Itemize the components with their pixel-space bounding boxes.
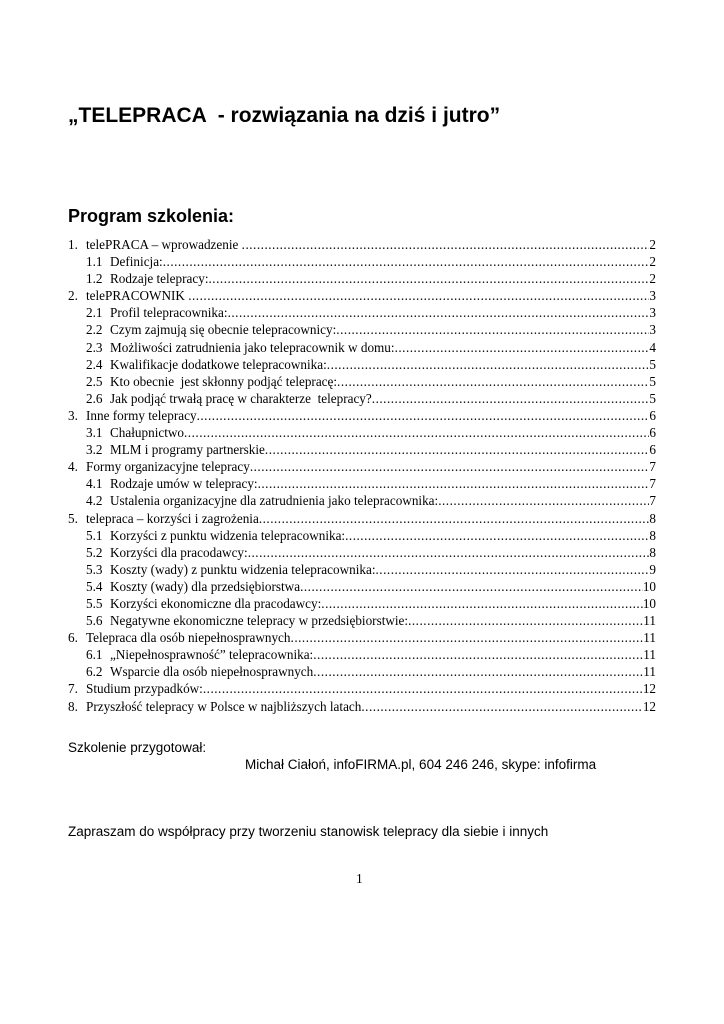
toc-entry: [68, 373, 656, 390]
toc-entry-number: 7.: [68, 681, 78, 697]
toc-entry-title: Inne formy telepracy: [86, 407, 197, 423]
toc-dot-leader: [258, 475, 650, 492]
toc-entry-number: 5.3: [86, 561, 103, 577]
toc-entry-title: Chałupnictwo: [110, 425, 184, 441]
table-of-contents: [68, 236, 656, 715]
toc-dot-leader: [438, 492, 649, 509]
toc-entry-number: 2.6: [86, 390, 103, 406]
toc-entry-number: 4.: [68, 459, 78, 475]
toc-entry-number: 2.5: [86, 373, 103, 389]
toc-dot-leader: [321, 595, 643, 612]
toc-dot-leader: [327, 356, 650, 373]
toc-entry: [68, 561, 656, 578]
toc-entry-page: 11: [643, 664, 656, 680]
toc-entry-page: 12: [642, 681, 656, 697]
toc-entry-title: Czym zajmują się obecnie telepracownicy:: [110, 322, 337, 338]
toc-entry-number: 2.4: [86, 356, 103, 372]
toc-entry: [68, 680, 656, 697]
toc-entry-title: Telepraca dla osób niepełnosprawnych: [86, 630, 291, 646]
document-title: „TELEPRACA - rozwiązania na dziś i jutro”: [68, 104, 501, 127]
toc-entry: [68, 544, 656, 561]
toc-entry-page: 3: [649, 322, 656, 338]
invitation-text: Zapraszam do współpracy przy tworzeniu stanowisk telepracy dla siebie i innych: [68, 824, 549, 839]
toc-entry: [68, 698, 656, 715]
toc-entry-title: Profil telepracownika:: [110, 305, 228, 321]
toc-entry: [68, 441, 656, 458]
toc-entry-page: 7: [649, 459, 656, 475]
toc-dot-leader: [395, 339, 650, 356]
toc-dot-leader: [265, 441, 649, 458]
toc-entry: [68, 578, 656, 595]
toc-entry: [68, 287, 656, 304]
toc-dot-leader: [408, 612, 643, 629]
toc-entry-number: 8.: [68, 698, 78, 714]
toc-entry-page: 8: [649, 544, 656, 560]
toc-dot-leader: [242, 236, 650, 253]
toc-entry-title: Ustalenia organizacyjne dla zatrudnienia jako telepracownika:: [110, 493, 439, 509]
toc-dot-leader: [248, 544, 650, 561]
toc-entry-number: 5.2: [86, 544, 103, 560]
toc-entry-page: 12: [642, 698, 656, 714]
toc-entry-title: Kwalifikacje dodatkowe telepracownika:: [110, 356, 327, 372]
toc-entry-page: 6: [649, 442, 656, 458]
toc-entry: [68, 321, 656, 338]
toc-entry-number: 5.6: [86, 613, 103, 629]
toc-entry-page: 3: [649, 305, 656, 321]
author-contact: Michał Ciałoń, infoFIRMA.pl, 604 246 246, skype: infofirma: [245, 757, 597, 772]
author-label: Szkolenie przygotował:: [68, 740, 207, 755]
toc-entry-number: 3.: [68, 407, 78, 423]
toc-dot-leader: [259, 510, 650, 527]
toc-entry-page: 3: [649, 288, 656, 304]
program-heading: Program szkolenia:: [68, 206, 235, 226]
toc-entry-number: 6.: [68, 630, 78, 646]
toc-entry-page: 10: [642, 595, 656, 611]
toc-entry-page: 8: [649, 527, 656, 543]
toc-entry-title: Możliwości zatrudnienia jako telepracownik w domu:: [110, 339, 395, 355]
toc-dot-leader: [197, 407, 650, 424]
toc-entry: [68, 390, 656, 407]
toc-entry-title: Rodzaje telepracy:: [110, 271, 209, 287]
toc-entry-page: 5: [649, 373, 656, 389]
toc-entry-title: Korzyści ekonomiczne dla pracodawcy:: [110, 595, 322, 611]
toc-entry-page: 4: [649, 339, 656, 355]
toc-dot-leader: [313, 646, 643, 663]
toc-entry-title: Kto obecnie jest skłonny podjąć telepracę:: [110, 373, 338, 389]
toc-dot-leader: [345, 527, 649, 544]
toc-dot-leader: [336, 321, 649, 338]
toc-entry-page: 11: [643, 613, 656, 629]
toc-entry-number: 2.: [68, 288, 78, 304]
toc-dot-leader: [361, 698, 642, 715]
toc-entry-page: 11: [643, 647, 656, 663]
toc-entry-page: 6: [649, 425, 656, 441]
toc-entry-number: 3.2: [86, 442, 103, 458]
toc-entry-page: 7: [649, 476, 656, 492]
toc-entry-title: Negatywne ekonomiczne telepracy w przedsiębiorstwie:: [110, 613, 409, 629]
toc-entry-page: 9: [649, 561, 656, 577]
toc-entry: [68, 236, 656, 253]
toc-entry-number: 1.: [68, 237, 78, 252]
toc-dot-leader: [300, 578, 643, 595]
toc-dot-leader: [203, 680, 643, 697]
toc-entry-title: Korzyści z punktu widzenia telepracownika:: [110, 527, 346, 543]
toc-entry: [68, 646, 656, 663]
toc-entry: [68, 304, 656, 321]
toc-entry-number: 3.1: [86, 425, 103, 441]
toc-entry: [68, 510, 656, 527]
toc-dot-leader: [313, 663, 643, 680]
toc-entry: [68, 475, 656, 492]
toc-entry-title: Koszty (wady) dla przedsiębiorstwa: [110, 578, 301, 594]
toc-entry-title: Korzyści dla pracodawcy:: [110, 544, 248, 560]
toc-entry-number: 1.1: [86, 254, 103, 270]
toc-entry: [68, 339, 656, 356]
toc-entry-title: Wsparcie dla osób niepełnosprawnych: [110, 664, 314, 680]
toc-entry-title: Przyszłość telepracy w Polsce w najbliższych latach: [86, 698, 362, 714]
toc-entry-page: 5: [649, 356, 656, 372]
toc-entry-number: 6.2: [86, 664, 103, 680]
toc-entry-title: Formy organizacyjne telepracy: [86, 459, 250, 475]
toc-entry-number: 2.1: [86, 305, 103, 321]
toc-entry-title: MLM i programy partnerskie: [110, 442, 265, 458]
toc-entry: [68, 424, 656, 441]
toc-entry: [68, 356, 656, 373]
toc-entry-number: 1.2: [86, 271, 103, 287]
toc-entry-page: 6: [649, 407, 656, 423]
toc-entry: [68, 527, 656, 544]
toc-entry-page: 2: [649, 254, 656, 270]
toc-entry-title: Definicja:: [110, 254, 163, 270]
toc-entry-title: Koszty (wady) z punktu widzenia telepracownika:: [110, 561, 376, 577]
toc-entry-page: 2: [649, 271, 656, 287]
toc-entry: [68, 270, 656, 287]
toc-entry-number: 5.: [68, 510, 78, 526]
toc-entry: [68, 458, 656, 475]
toc-entry: [68, 407, 656, 424]
toc-dot-leader: [163, 253, 650, 270]
toc-entry: [68, 595, 656, 612]
toc-entry-title: Studium przypadków:: [86, 681, 203, 697]
toc-entry: [68, 612, 656, 629]
toc-entry-number: 2.2: [86, 322, 103, 338]
toc-dot-leader: [184, 424, 649, 441]
toc-dot-leader: [250, 458, 650, 475]
toc-entry-number: 4.1: [86, 476, 103, 492]
toc-entry-title: Rodzaje umów w telepracy:: [110, 476, 258, 492]
toc-entry-title: Jak podjąć trwałą pracę w charakterze telepracy?: [110, 390, 372, 406]
toc-entry-page: 2: [649, 237, 656, 252]
toc-dot-leader: [372, 390, 650, 407]
toc-entry-title: „Niepełnosprawność” telepracownika:: [110, 647, 314, 663]
toc-entry: [68, 663, 656, 680]
toc-entry-number: 5.1: [86, 527, 103, 543]
toc-dot-leader: [209, 270, 650, 287]
toc-entry-number: 2.3: [86, 339, 103, 355]
toc-entry-number: 6.1: [86, 647, 103, 663]
toc-entry-number: 5.5: [86, 595, 103, 611]
toc-dot-leader: [337, 373, 649, 390]
page-number: 1: [356, 871, 363, 886]
toc-dot-leader: [188, 287, 649, 304]
toc-dot-leader: [228, 304, 650, 321]
toc-dot-leader: [376, 561, 650, 578]
toc-entry-page: 8: [649, 510, 656, 526]
toc-dot-leader: [291, 629, 644, 646]
toc-entry-page: 11: [643, 630, 656, 646]
toc-entry-page: 7: [649, 493, 656, 509]
toc-entry-title: telepraca – korzyści i zagrożenia: [86, 510, 259, 526]
toc-entry-page: 10: [642, 578, 656, 594]
toc-entry-title: telePRACA – wprowadzenie: [86, 237, 242, 252]
toc-entry-number: 4.2: [86, 493, 103, 509]
toc-entry: [68, 492, 656, 509]
toc-entry-page: 5: [649, 390, 656, 406]
toc-entry-title: telePRACOWNIK: [86, 288, 189, 304]
toc-entry: [68, 253, 656, 270]
toc-entry: [68, 629, 656, 646]
toc-entry-number: 5.4: [86, 578, 103, 594]
